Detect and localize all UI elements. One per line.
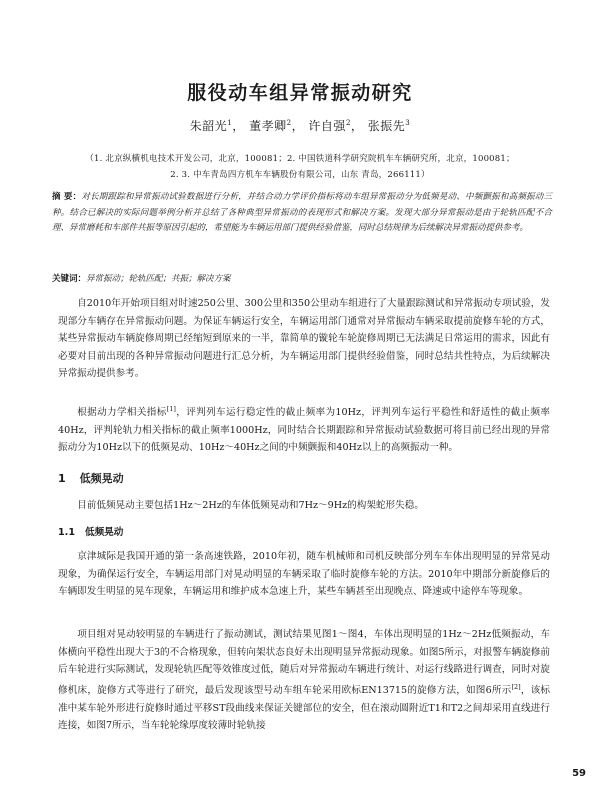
- paragraph-text: ，该标准中某车轮外形进行旋修时通过平移ST段曲线来保证关键部位的安全，但在滚动圆附近T1和T2之间却采用直线进行连接，如图7所示，当车轮轮缘厚度较薄时轮轨接: [58, 684, 550, 732]
- keywords: [52, 272, 552, 284]
- affiliation-line-2: 2. 3. 中车青岛四方机车车辆股份有限公司，山东 青岛，266111）: [170, 170, 430, 180]
- author-separator: ，: [232, 119, 245, 133]
- keywords-label: 关键词：: [52, 274, 87, 284]
- author-affiliation-mark: 2: [345, 119, 351, 127]
- section1-paragraph: 目前低频晃动主要包括1Hz～2Hz的车体低频晃动和7Hz～9Hz的构架蛇形失稳。: [77, 500, 424, 511]
- keywords-text: 异常振动；轮轨匹配；共振；解决方案: [86, 274, 231, 284]
- paper-title: 服役动车组异常振动研究: [187, 82, 413, 104]
- section-heading-1: [58, 470, 124, 486]
- subsection-title: 低频晃动: [85, 527, 124, 538]
- subsection-number: 1.1: [58, 527, 75, 538]
- subsection-heading-1-1: [58, 524, 123, 538]
- intro-paragraph-2: [58, 401, 550, 457]
- paragraph-text: 项目组对晃动较明显的车辆进行了振动测试，测试结果见图1～图4，车体出现明显的1Hz～2Hz低频振动，车体横向平稳性出现大于3的不合格现象，但转向架状态良好未出现明显异常振动现象。如图5所示，对报警车辆旋修前后车轮进行实际测试，发现轮轨匹配等效锥度过低，随后对异常振动车辆进行统计、对运行线路进行调查，同时对旋修机床，旋修方式等进行了研究，最后发现该型号动车组车轮采用欧标EN13715的旋修方法，如图6所示: [58, 629, 550, 696]
- page-number: 59: [572, 768, 586, 779]
- citation-ref[interactable]: [1]: [166, 405, 176, 413]
- affiliation-line-1: （1. 北京纵横机电技术开发公司，北京，100081；2. 中国铁道科学研究院机车车辆研究所，北京，100081；: [85, 154, 515, 164]
- author-separator: ，: [350, 119, 364, 133]
- intro-paragraph-1: 自2010年开始项目组对时速250公里、300公里和350公里动车组进行了大量跟踪测试和异常振动专项试验，发现部分车辆存在异常振动问题。为保证车辆运行安全，车辆运用部门通常对异常振动车辆采取提前旋修车轮的方式，某些异常振动车辆旋修周期已经缩短到原来的一半，靠简单的镟轮车轮旋修周期已无法满足日常运用的需求，因此有必要对目前出现的各种异常振动问题进行汇总分析，为车辆运用部门提供经验借鉴，同时总结共性特点，为后续解决异常振动提供参考。: [58, 298, 550, 380]
- subsection-paragraph-2: [58, 626, 550, 735]
- abstract-text: 对长期跟踪和异常振动试验数据进行分析，并结合动力学评价指标将动车组异常振动分为低频晃动、中频颤振和高频振动三种。结合已解决的实际问题举例分析并总结了各种典型异常振动的表现形式和解决方案。发现大部分异常振动是由于轮轨匹配不合理、异常磨耗和车部件共振等原因引起的，希望能为车辆运用部门提供经验借鉴，同时总结规律为后续解决异常振动提供参考。: [52, 192, 552, 234]
- author-name: 张振先: [367, 119, 406, 133]
- abstract: [52, 190, 552, 237]
- author-name: 朱韶光: [189, 119, 228, 133]
- paragraph-text: ，评判列车运行稳定性的截止频率为10Hz，评判列车运行平稳性和舒适性的截止频率40Hz，评判轮轨力相关指标的截止频率1000Hz，同时结合长期跟踪和异常振动试验数据可将目前已经出现的异常振动分为10Hz以下的低频晃动、10Hz～40Hz之间的中频颤振和40Hz以上的高频振动一种。: [58, 407, 550, 454]
- author-separator: ，: [291, 119, 305, 133]
- author-list: [0, 117, 600, 134]
- section-number: 1: [58, 472, 66, 485]
- paragraph-text: 根据动力学相关指标: [77, 407, 167, 419]
- section-title: 低频晃动: [79, 472, 124, 485]
- author-affiliation-mark: 1: [227, 119, 233, 127]
- author-affiliation-mark: 2: [286, 119, 292, 127]
- author-name: 许自强: [308, 119, 346, 133]
- citation-ref[interactable]: [2]: [511, 682, 521, 691]
- abstract-label: 摘 要：: [52, 192, 82, 202]
- author-affiliation-mark: 3: [405, 119, 411, 127]
- author-name: 董孝卿: [249, 119, 287, 133]
- subsection-paragraph-1: 京津城际是我国开通的第一条高速铁路，2010年初，随车机械师和司机反映部分列车车体出现明显的异常晃动现象，为确保运行安全，车辆运用部门对晃动明显的车辆采取了临时旋修车轮的方法。2010年中期部分新旋修后的车辆即发生明显的晃车现象，车辆运用和维护成本急速上升，某些车辆甚至出现晚点、降速或中途停车等现象。: [58, 551, 550, 598]
